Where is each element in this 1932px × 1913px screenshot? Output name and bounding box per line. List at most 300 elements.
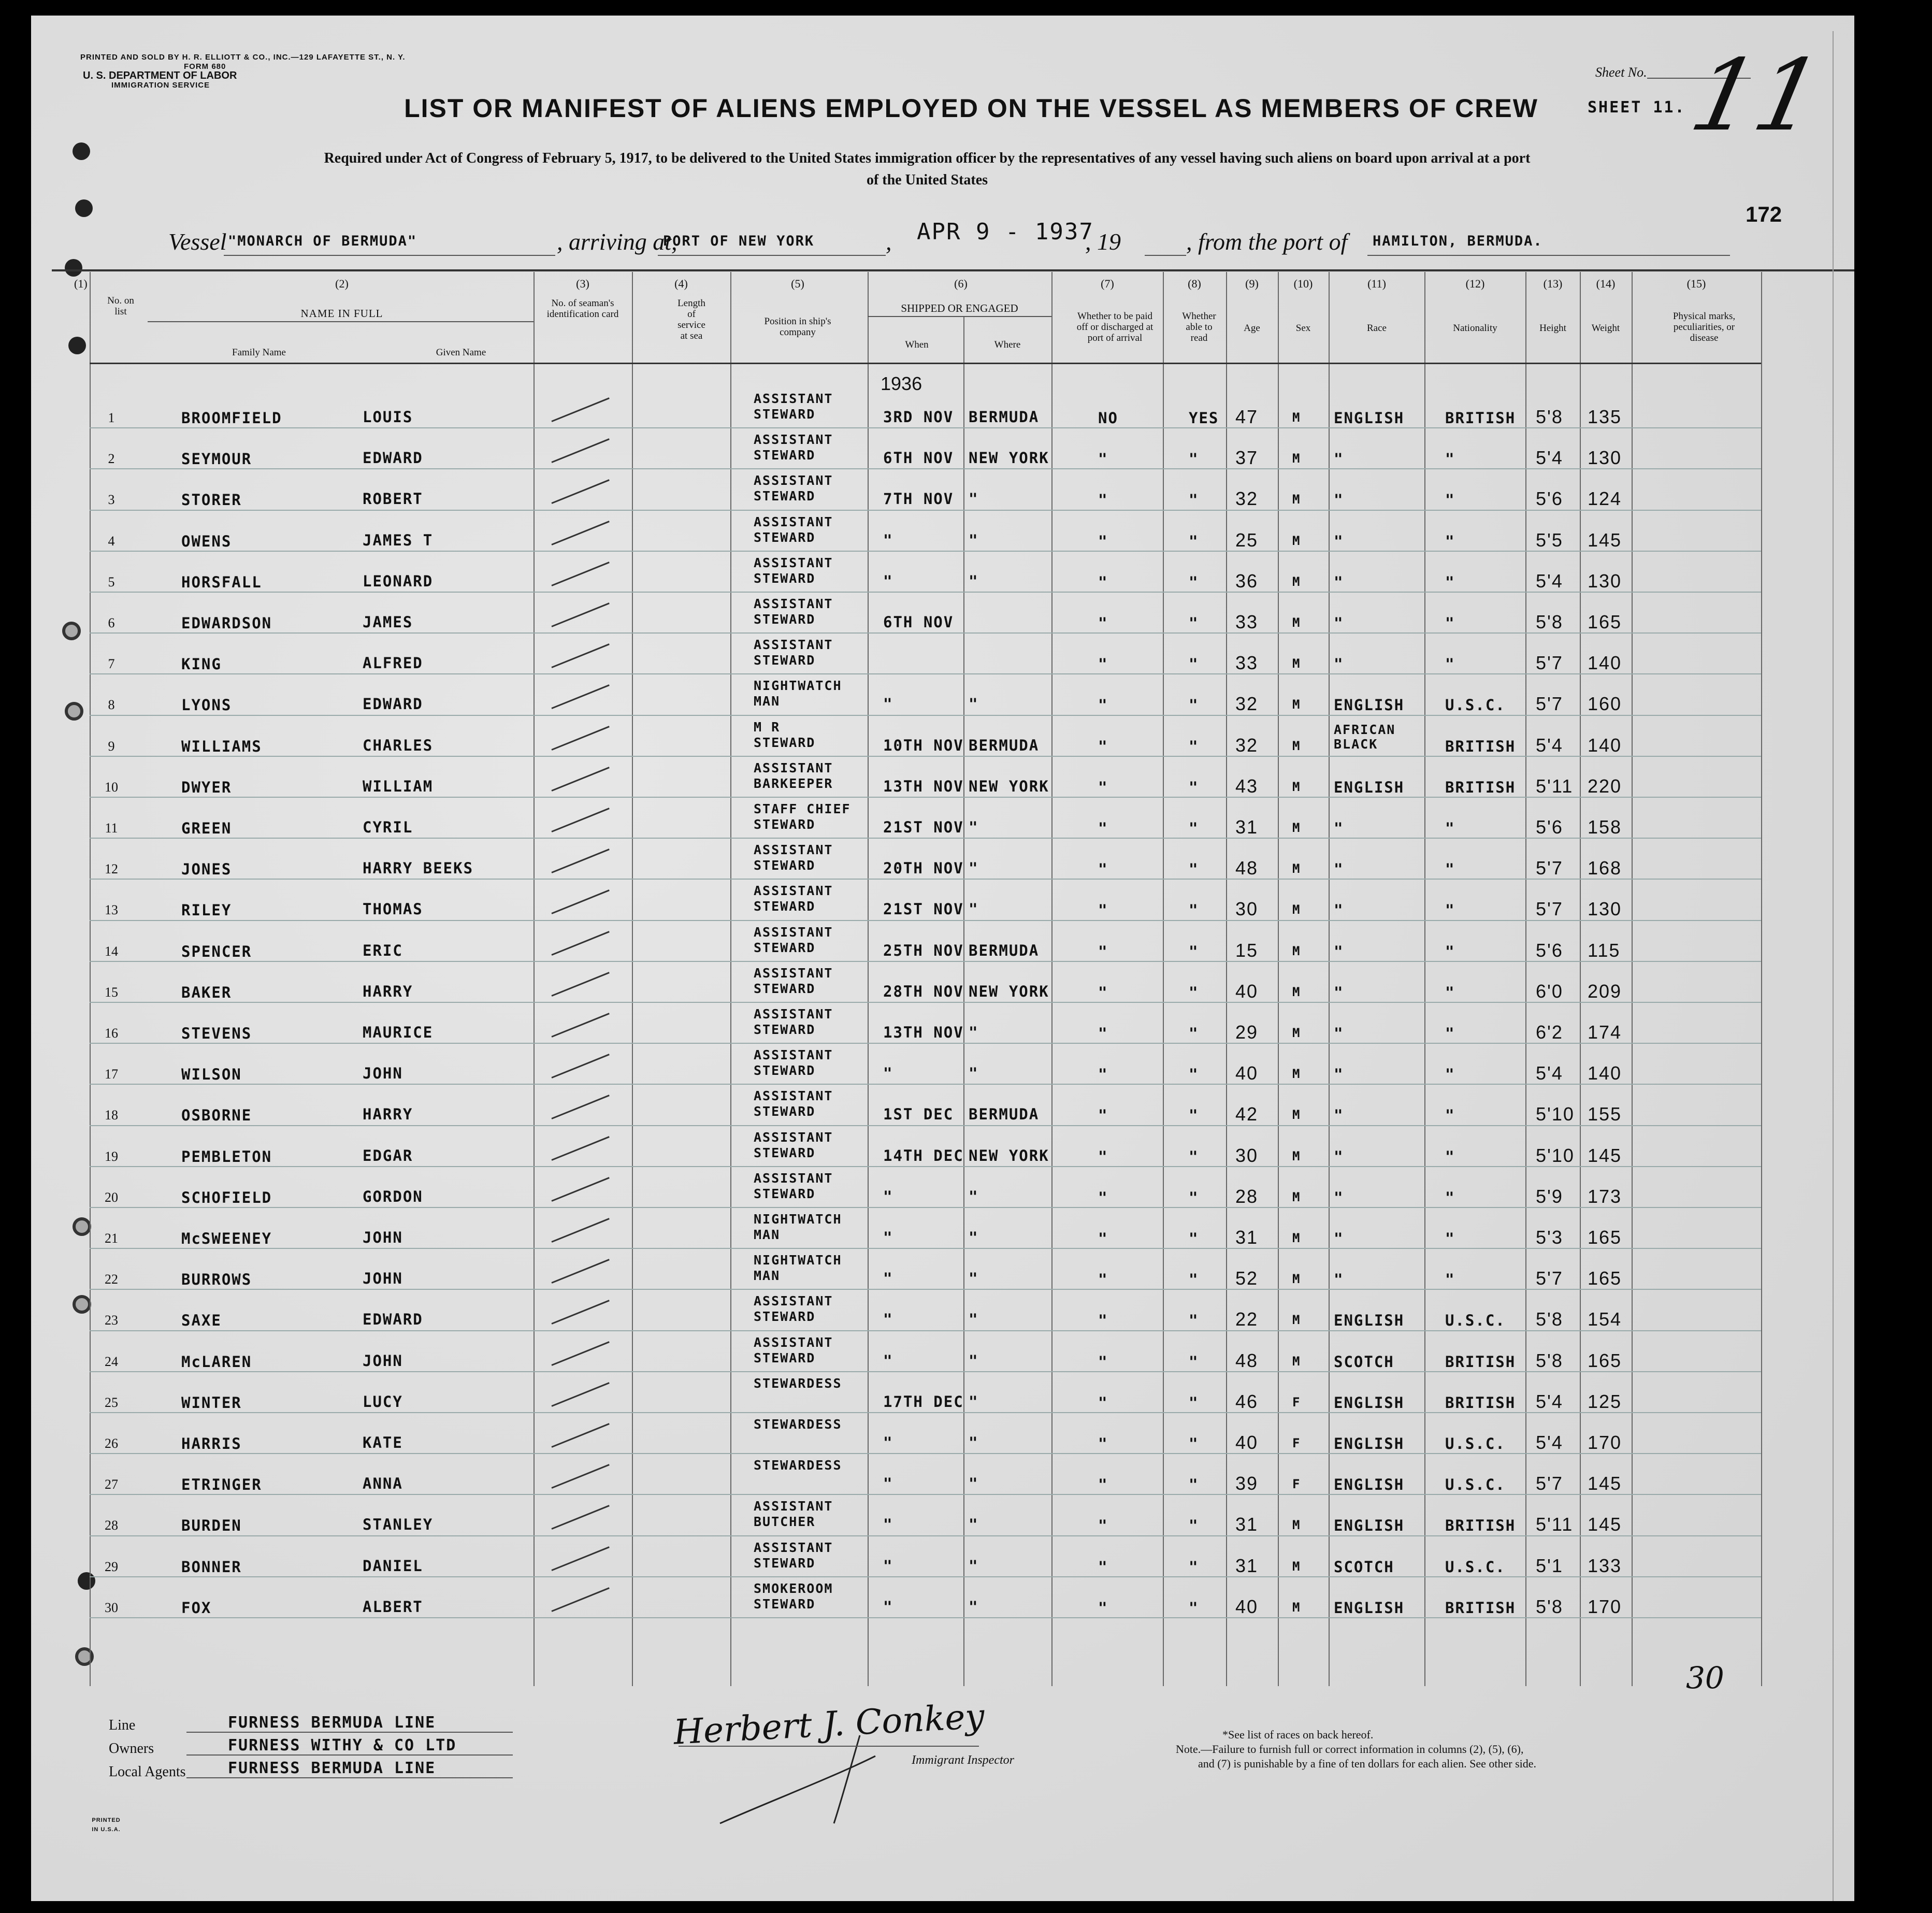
col-num-10: (10) — [1293, 277, 1313, 290]
weight: 130 — [1588, 570, 1622, 592]
row-rule — [90, 1125, 1761, 1126]
position-line-1: NIGHTWATCH — [754, 1212, 842, 1227]
row-number: 28 — [105, 1518, 118, 1533]
sex: M — [1292, 533, 1301, 548]
port-underline — [658, 255, 886, 256]
sex: M — [1292, 1272, 1301, 1287]
shipped-when: 20TH NOV — [883, 859, 964, 878]
given-name: EDGAR — [363, 1146, 413, 1164]
family-name: PEMBLETON — [181, 1147, 272, 1166]
row-rule — [90, 1494, 1761, 1495]
position-line-1: ASSISTANT — [754, 596, 833, 611]
age: 30 — [1235, 1144, 1259, 1166]
position-line-2: MAN — [754, 1268, 781, 1284]
able-to-read: YES — [1189, 409, 1219, 427]
page-number: 172 — [1746, 202, 1782, 226]
able-to-read: " — [1189, 1353, 1199, 1371]
height: 6'2 — [1536, 1022, 1563, 1043]
shipped-when: " — [883, 1516, 893, 1534]
race: ENGLISH — [1334, 1599, 1405, 1617]
position-line-2: STEWARD — [754, 817, 816, 832]
header-paid-off: Whether to be paid off or discharged at port of arrival — [1076, 311, 1154, 343]
nationality: U.S.C. — [1445, 696, 1506, 714]
nationality: BRITISH — [1445, 1353, 1516, 1371]
family-name: BONNER — [181, 1558, 242, 1576]
race: ENGLISH — [1334, 1435, 1405, 1452]
paid-off: " — [1098, 860, 1108, 879]
col-divider — [534, 272, 535, 1686]
position-line-2: STEWARD — [754, 529, 816, 545]
shipped-when: 28TH NOV — [883, 982, 964, 1000]
nationality: " — [1445, 1271, 1455, 1289]
shipped-when: 1ST DEC — [883, 1105, 954, 1124]
given-name: GORDON — [363, 1187, 423, 1205]
height: 5'7 — [1536, 898, 1563, 920]
given-name: ANNA — [363, 1475, 403, 1493]
weight: 145 — [1588, 1514, 1622, 1535]
position-line-2: STEWARD — [754, 940, 816, 955]
seaman-card-check-mark — [551, 726, 609, 751]
weight: 165 — [1588, 611, 1622, 632]
row-rule — [90, 1002, 1761, 1003]
seaman-card-check-mark — [551, 562, 609, 586]
family-name: McSWEENEY — [181, 1230, 272, 1247]
header-no-on-list: No. on list — [107, 295, 134, 317]
seaman-card-check-mark — [551, 1218, 609, 1243]
shipped-where: " — [969, 1187, 979, 1205]
given-name: EDWARD — [363, 1311, 423, 1329]
sex: M — [1292, 1026, 1301, 1040]
given-name: DANIEL — [363, 1557, 423, 1575]
shipped-where: " — [969, 1475, 979, 1493]
table-top-rule — [52, 269, 1854, 271]
age: 40 — [1235, 1432, 1259, 1453]
paid-off: " — [1098, 1558, 1108, 1576]
seaman-card-check-mark — [551, 767, 609, 792]
able-to-read: " — [1189, 696, 1199, 714]
family-name: BURROWS — [181, 1271, 252, 1289]
row-rule — [90, 797, 1761, 798]
position-line-2: STEWARD — [754, 1104, 816, 1119]
weight: 145 — [1588, 529, 1622, 551]
nationality: " — [1445, 573, 1455, 591]
weight: 130 — [1588, 898, 1622, 920]
from-port-underline — [1367, 255, 1730, 256]
shipped-when: 3RD NOV — [883, 408, 954, 426]
age: 31 — [1235, 1555, 1259, 1576]
family-name: BAKER — [181, 983, 232, 1001]
race: ENGLISH — [1334, 1517, 1405, 1535]
form-number: FORM 680 — [184, 62, 226, 71]
weight: 124 — [1588, 488, 1622, 510]
race: ENGLISH — [1334, 409, 1405, 427]
col-num-8: (8) — [1188, 277, 1201, 290]
height: 5'7 — [1536, 693, 1563, 715]
binder-hole — [75, 199, 93, 217]
weight: 145 — [1588, 1473, 1622, 1494]
binder-hole — [65, 702, 83, 721]
able-to-read: " — [1189, 532, 1199, 550]
sheet-no-label: Sheet No. — [1595, 65, 1647, 80]
able-to-read: " — [1189, 860, 1199, 879]
nationality: " — [1445, 655, 1455, 673]
race: " — [1334, 450, 1344, 468]
nationality: " — [1445, 1188, 1455, 1206]
vessel-underline — [224, 255, 555, 256]
given-name: JOHN — [363, 1065, 403, 1083]
col-num-3: (3) — [576, 277, 589, 290]
position-line-1: ASSISTANT — [754, 514, 833, 529]
paid-off: " — [1098, 696, 1108, 714]
given-name: JAMES T — [363, 531, 434, 549]
seaman-card-check-mark — [551, 1013, 609, 1038]
paid-off: " — [1098, 942, 1108, 960]
shipped-where: " — [969, 572, 979, 590]
able-to-read: " — [1189, 1476, 1199, 1494]
binder-hole — [73, 1217, 91, 1236]
col-divider — [1051, 272, 1052, 1686]
shipped-when: " — [883, 1229, 893, 1246]
paid-off: " — [1098, 1312, 1108, 1330]
race: " — [1334, 901, 1344, 919]
race: " — [1334, 1147, 1344, 1166]
age: 32 — [1235, 693, 1259, 715]
sheet-handwritten-number: 11 — [1681, 38, 1832, 153]
seaman-card-check-mark — [551, 1587, 609, 1612]
sex: M — [1292, 1313, 1301, 1328]
year-label: , 19 — [1085, 228, 1121, 255]
row-number: 16 — [105, 1026, 118, 1041]
row-number: 3 — [108, 492, 115, 508]
height: 5'4 — [1536, 447, 1563, 469]
row-rule — [90, 879, 1761, 880]
position-line-1: ASSISTANT — [754, 883, 833, 899]
shipped-where: " — [969, 1434, 979, 1451]
position-line-1: ASSISTANT — [754, 555, 833, 570]
shipped-when: " — [883, 1311, 893, 1329]
sex: F — [1292, 1436, 1301, 1450]
seaman-card-check-mark — [551, 643, 609, 668]
position-line-2: STEWARD — [754, 1596, 816, 1612]
race-line-1: AFRICAN — [1334, 722, 1396, 737]
row-number: 29 — [105, 1559, 118, 1574]
header-physical: Physical marks, peculiarities, or disease — [1673, 311, 1736, 343]
given-name: LOUIS — [363, 408, 413, 426]
col-num-15: (15) — [1686, 277, 1706, 290]
height: 5'6 — [1536, 939, 1563, 961]
position-line-1: ASSISTANT — [754, 965, 833, 981]
position-line-1: ASSISTANT — [754, 1129, 833, 1145]
sex: M — [1292, 1518, 1301, 1533]
row-rule — [90, 510, 1761, 511]
weight: 115 — [1588, 939, 1621, 961]
col-num-11: (11) — [1367, 277, 1386, 290]
row-number: 15 — [105, 984, 118, 1000]
family-name: STEVENS — [181, 1025, 252, 1042]
weight: 135 — [1588, 406, 1622, 427]
sex: M — [1292, 615, 1301, 630]
shipped-when: " — [883, 1270, 893, 1288]
shipped-where: " — [969, 1598, 979, 1616]
able-to-read: " — [1189, 737, 1199, 755]
race: " — [1334, 1271, 1344, 1289]
name-header-rule — [148, 321, 534, 322]
family-name: DWYER — [181, 778, 232, 796]
paid-off: " — [1098, 1435, 1108, 1452]
race: " — [1334, 655, 1344, 673]
shipped-when: " — [883, 1598, 893, 1616]
sex: M — [1292, 943, 1301, 958]
weight: 165 — [1588, 1227, 1622, 1248]
race: " — [1334, 1025, 1344, 1042]
penalty-note-2: and (7) is punishable by a fine of ten dollars for each alien. See other side. — [1198, 1757, 1537, 1770]
position-line-2: STEWARD — [754, 981, 816, 996]
row-rule — [90, 1207, 1761, 1208]
col-divider — [90, 272, 91, 1686]
col-divider — [1525, 272, 1526, 1686]
height: 5'10 — [1536, 1103, 1575, 1125]
row-rule — [90, 756, 1761, 757]
position-line-1: STEWARDESS — [754, 1375, 842, 1391]
col-divider — [1278, 272, 1279, 1686]
shipped-when: 6TH NOV — [883, 449, 954, 467]
inspector-signature: Herbert J. Conkey — [672, 1696, 986, 1752]
owners-label: Owners — [109, 1741, 154, 1757]
given-name: ROBERT — [363, 490, 423, 508]
position-line-1: SMOKEROOM — [754, 1580, 833, 1596]
row-rule — [90, 1617, 1761, 1618]
shipped-where: " — [969, 1311, 979, 1329]
position-line-2: STEWARD — [754, 612, 816, 627]
sex: F — [1292, 1394, 1301, 1409]
weight: 173 — [1588, 1185, 1622, 1207]
col-divider — [1632, 272, 1633, 1686]
row-number: 8 — [108, 697, 115, 713]
race: SCOTCH — [1334, 1353, 1394, 1371]
height: 5'1 — [1536, 1555, 1563, 1576]
penalty-note-1: Note.—Failure to furnish full or correct information in columns (2), (5), (6), — [1176, 1743, 1524, 1756]
family-name: SAXE — [181, 1312, 222, 1330]
header-family-name: Family Name — [232, 347, 286, 358]
row-number: 14 — [105, 943, 118, 959]
nationality: " — [1445, 860, 1455, 879]
paid-off: " — [1098, 1147, 1108, 1166]
col-num-7: (7) — [1101, 277, 1114, 290]
header-seaman-card: No. of seaman's identification card — [546, 298, 619, 320]
nationality: " — [1445, 942, 1455, 960]
position-line-1: ASSISTANT — [754, 391, 833, 406]
seaman-card-check-mark — [551, 1464, 609, 1489]
position-line-1: ASSISTANT — [754, 432, 833, 448]
binder-hole — [75, 1647, 94, 1666]
col-divider — [730, 272, 731, 1686]
header-shipped: SHIPPED OR ENGAGED — [901, 302, 1018, 314]
row-number: 24 — [105, 1354, 118, 1369]
shipped-when: 6TH NOV — [883, 613, 954, 631]
row-rule — [90, 551, 1761, 552]
sex: M — [1292, 1148, 1301, 1163]
shipped-where: " — [969, 695, 979, 713]
row-rule — [90, 1412, 1761, 1413]
page-edge-line — [1833, 31, 1834, 1901]
header-bottom-rule — [90, 363, 1761, 364]
shipped-where: NEW YORK — [969, 449, 1049, 467]
seaman-card-check-mark — [551, 1054, 609, 1078]
sex: M — [1292, 451, 1301, 466]
height: 5'7 — [1536, 857, 1563, 879]
seaman-card-check-mark — [551, 1300, 609, 1325]
col-divider — [632, 272, 633, 1686]
position-line-1: ASSISTANT — [754, 637, 833, 653]
seaman-card-check-mark — [551, 848, 609, 873]
weight: 160 — [1588, 693, 1622, 715]
position-line-2: STEWARD — [754, 1063, 816, 1078]
paid-off: " — [1098, 655, 1108, 673]
able-to-read: " — [1189, 655, 1199, 673]
row-rule — [90, 1330, 1761, 1331]
comma-separator: , — [886, 228, 892, 255]
able-to-read: " — [1189, 491, 1199, 509]
paid-off: NO — [1098, 409, 1118, 427]
given-name: KATE — [363, 1434, 403, 1451]
race: SCOTCH — [1334, 1558, 1394, 1576]
seaman-card-check-mark — [551, 972, 609, 997]
seaman-card-check-mark — [551, 1341, 609, 1366]
shipped-where: " — [969, 1516, 979, 1534]
row-rule — [90, 920, 1761, 921]
paid-off: " — [1098, 1599, 1108, 1617]
position-line-2: STEWARD — [754, 570, 816, 586]
family-name: OSBORNE — [181, 1106, 252, 1125]
nationality: " — [1445, 450, 1455, 468]
given-name: LEONARD — [363, 572, 434, 590]
age: 36 — [1235, 570, 1259, 592]
sex: M — [1292, 697, 1301, 712]
col-num-2: (2) — [335, 277, 349, 290]
shipped-when: 21ST NOV — [883, 818, 964, 836]
given-name: JOHN — [363, 1229, 403, 1246]
shipped-header-rule — [868, 316, 1051, 317]
races-note: *See list of races on back hereof. — [1222, 1728, 1374, 1741]
shipped-when: " — [883, 531, 893, 549]
shipped-where: NEW YORK — [969, 1146, 1049, 1164]
seaman-card-check-mark — [551, 1505, 609, 1530]
sex: M — [1292, 861, 1301, 876]
nationality: BRITISH — [1445, 1393, 1516, 1412]
row-rule — [90, 1084, 1761, 1085]
height: 5'4 — [1536, 734, 1563, 756]
able-to-read: " — [1189, 1106, 1199, 1125]
row-number: 10 — [105, 779, 118, 795]
paid-off: " — [1098, 1393, 1108, 1412]
height: 5'8 — [1536, 611, 1563, 632]
header-race: Race — [1367, 323, 1387, 334]
paid-off: " — [1098, 1230, 1108, 1247]
race-line-2: BLACK — [1334, 736, 1378, 752]
given-name: HARRY — [363, 982, 413, 1000]
weight: 170 — [1588, 1595, 1622, 1617]
age: 40 — [1235, 980, 1259, 1002]
nationality: " — [1445, 532, 1455, 550]
vessel-label: Vessel — [168, 228, 227, 255]
family-name: LYONS — [181, 696, 232, 714]
position-line-1: ASSISTANT — [754, 1047, 833, 1063]
col-num-6: (6) — [954, 277, 968, 290]
page-subtitle — [155, 148, 1699, 191]
able-to-read: " — [1189, 942, 1199, 960]
position-line-2: STEWARD — [754, 735, 816, 750]
weight: 140 — [1588, 1062, 1622, 1084]
nationality: BRITISH — [1445, 409, 1516, 427]
shipped-when: " — [883, 1351, 893, 1370]
position-line-1: ASSISTANT — [754, 1088, 833, 1104]
weight: 174 — [1588, 1022, 1622, 1043]
height: 5'5 — [1536, 529, 1563, 551]
shipped-where: " — [969, 900, 979, 918]
seaman-card-check-mark — [551, 808, 609, 832]
col-num-4: (4) — [674, 277, 688, 290]
family-name: EDWARDSON — [181, 614, 272, 632]
race: " — [1334, 1106, 1344, 1125]
position-line-1: M R — [754, 719, 781, 735]
shipped-where: " — [969, 859, 979, 878]
position-line-1: ASSISTANT — [754, 1170, 833, 1186]
able-to-read: " — [1189, 573, 1199, 591]
row-rule — [90, 1043, 1761, 1044]
age: 22 — [1235, 1308, 1259, 1330]
age: 46 — [1235, 1390, 1259, 1412]
family-name: GREEN — [181, 819, 232, 837]
able-to-read: " — [1189, 1230, 1199, 1247]
age: 30 — [1235, 898, 1259, 920]
line-label: Line — [109, 1717, 136, 1733]
weight: 140 — [1588, 734, 1622, 756]
sex: M — [1292, 779, 1301, 794]
race: " — [1334, 491, 1344, 509]
row-rule — [90, 715, 1761, 716]
nationality: " — [1445, 491, 1455, 509]
shipped-where: " — [969, 1557, 979, 1575]
shipped-where: BERMUDA — [969, 1105, 1040, 1124]
age: 25 — [1235, 529, 1259, 551]
height: 5'6 — [1536, 488, 1563, 510]
shipped-where: " — [969, 490, 979, 508]
height: 5'8 — [1536, 1595, 1563, 1617]
race: " — [1334, 1066, 1344, 1084]
position-line-2: STEWARD — [754, 1309, 816, 1325]
shipped-when: " — [883, 1557, 893, 1575]
age: 40 — [1235, 1595, 1259, 1617]
row-number: 13 — [105, 902, 118, 918]
family-name: HARRIS — [181, 1435, 242, 1452]
row-number: 2 — [108, 451, 115, 467]
given-name: EDWARD — [363, 449, 423, 467]
height: 5'7 — [1536, 1268, 1563, 1289]
family-name: McLAREN — [181, 1353, 252, 1371]
row-number: 11 — [105, 821, 118, 836]
able-to-read: " — [1189, 1393, 1199, 1412]
shipped-where: " — [969, 1024, 979, 1041]
header-name-in-full: NAME IN FULL — [300, 307, 383, 320]
nationality: BRITISH — [1445, 778, 1516, 796]
seaman-card-check-mark — [551, 480, 609, 505]
age: 42 — [1235, 1103, 1259, 1125]
family-name: BURDEN — [181, 1517, 242, 1535]
family-name: BROOMFIELD — [181, 409, 282, 427]
row-number: 18 — [105, 1107, 118, 1123]
shipped-when: 13TH NOV — [883, 1024, 964, 1041]
weight: 133 — [1588, 1555, 1622, 1576]
